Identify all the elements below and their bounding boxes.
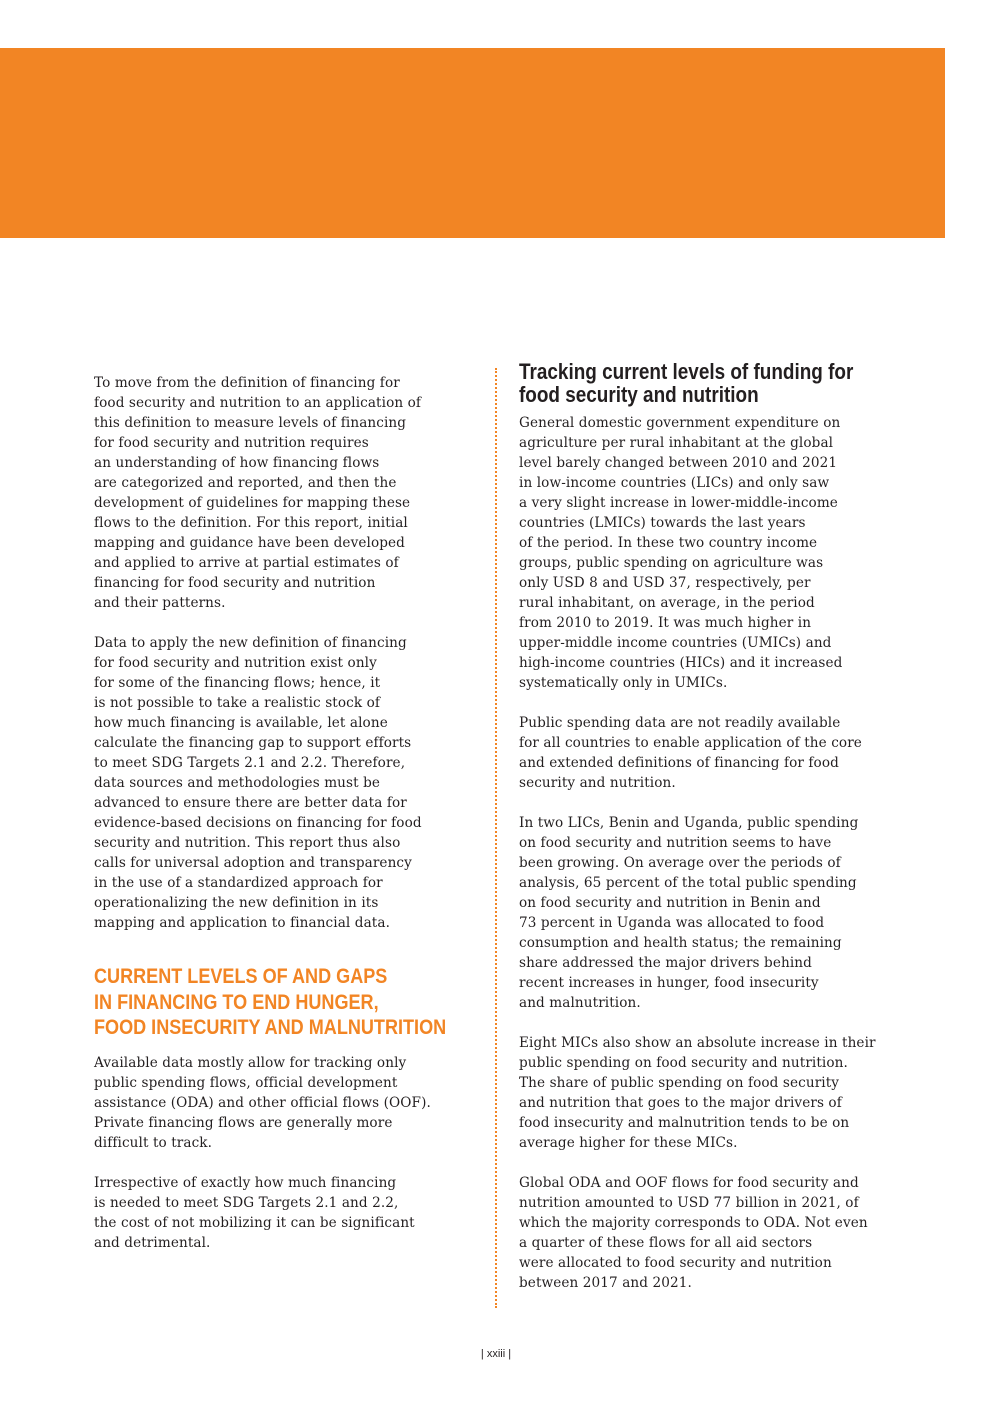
right-paragraph-1: General domestic government expenditure on agriculture per rural inhabitant at the global level barely changed between 2010 and 2021 in low-income countries (LICs) and only saw a very slight increase in lower-middle-income countries (LMICs) towards the last years of the period. In these two country income groups, public spending on agriculture was only USD 8 and USD 37, respectively, per rural inhabitant, on average, in the period from 2010 to 2019. It was much higher in upper-middle income countries (UMICs) and high-income countries (HICs) and it increased systematically only in UMICs. [519,415,843,691]
section-heading: CURRENT LEVELS OF AND GAPS IN FINANCING TO END HUNGER, FOOD INSECURITY AND MALNUTRITION [94,965,447,1039]
header-banner [0,48,945,238]
left-paragraph-1: To move from the definition of financing for food security and nutrition to an application of this definition to measure levels of financing for food security and nutrition requires an understanding of how financing flows are categorized and reported, and then the development of guidelines for mapping these flows to the definition. For this report, initial mapping and guidance have been developed and applied to arrive at partial estimates of financing for food security and nutrition and their patterns. [94,375,422,611]
right-paragraph-4: Eight MICs also show an absolute increase in their public spending on food security and nutrition. The share of public spending on food security and nutrition that goes to the major drivers of food insecurity and malnutrition tends to be on average higher for these MICs. [519,1035,876,1151]
page-number: | xxiii | [480,1348,512,1360]
right-paragraph-3: In two LICs, Benin and Uganda, public spending on food security and nutrition seems to have been growing. On average over the periods of analysis, 65 percent of the total public spending on food security and nutrition in Benin and 73 percent in Uganda was allocated to food consumption and health status; the remaining share addressed the major drivers behind recent increases in hunger, food insecurity and malnutrition. [519,815,859,1011]
left-paragraph-4: Irrespective of exactly how much financing is needed to meet SDG Targets 2.1 and 2.2, the cost of not mobilizing it can be significant and detrimental. [94,1175,415,1251]
left-paragraph-2: Data to apply the new definition of financing for food security and nutrition exist only for some of the financing flows; hence, it is not possible to take a realistic stock of how much financing is available, let alone calculate the financing gap to support efforts to meet SDG Targets 2.1 and 2.2. Therefore, data sources and methodologies must be advanced to ensure there are better data for evidence-based decisions on financing for food security and nutrition. This report thus also calls for universal adoption and transparency in the use of a standardized approach for operationalizing the new definition in its mapping and application to financial data. [94,635,422,931]
sub-heading: Tracking current levels of funding for food security and nutrition [519,359,854,407]
column-divider [495,368,497,1308]
right-paragraph-2: Public spending data are not readily available for all countries to enable application of the core and extended definitions of financing for food security and nutrition. [519,715,862,791]
right-paragraph-5: Global ODA and OOF flows for food security and nutrition amounted to USD 77 billion in 2021, of which the majority corresponds to ODA. Not even a quarter of these flows for all aid sectors were allocated to food security and nutrition between 2017 and 2021. [519,1175,868,1291]
left-paragraph-3: Available data mostly allow for tracking only public spending flows, official development assistance (ODA) and other official flows (OOF). Private financing flows are generally more difficult to track. [94,1055,431,1151]
